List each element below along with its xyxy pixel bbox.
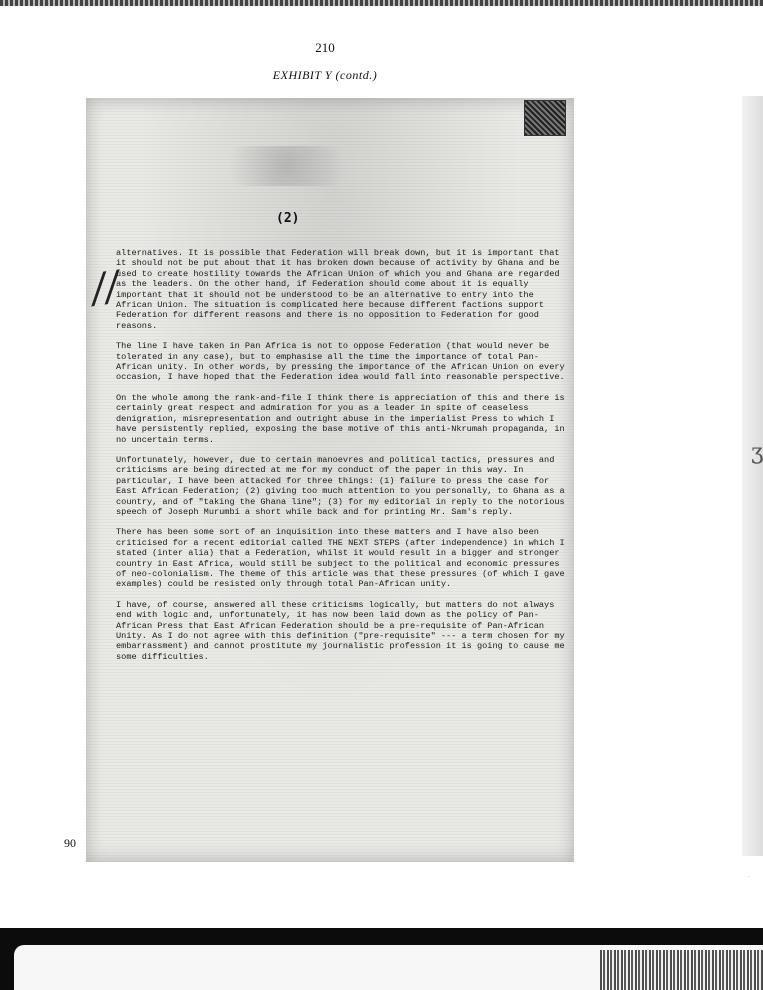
letter-body [116,248,568,672]
adjacent-page-edge [742,96,763,856]
adjacent-page-tag: · [748,874,750,880]
exhibit-title: EXHIBIT Y (contd.) [272,68,378,82]
scan-smudge [206,146,366,186]
letter-paragraph-3: On the whole among the rank-and-file I think there is appreciation of this and there is certainly great respect and admiration for you as a leader in spite of ceaseless denigration, misrepresentation and outright abuse in the imperialist Press to which I have persistently replied, exposing the base motive of this anti-Nkrumah propaganda, in no uncertain terms. [116,392,570,445]
scan-top-edge [0,0,763,6]
letter-page-mark: (2) [276,211,300,226]
stamp-mark [524,100,566,136]
handwritten-margin-mark: // [88,263,122,313]
letter-paragraph-2: The line I have taken in Pan Africa is not to oppose Federation (that would never be tolerated in any case), but to emphasise all the time the importance of total Pan-African unity. In other words, by pressing the importance of the African Union on every occasion, I have hoped that the Federation idea would fall into reasonable perspective. [116,341,570,383]
letter-paragraph-1: alternatives. It is possible that Federation will break down, but it is important that it should not be put about that it has broken down because of activity by Ghana and be used to create hostility towards the African Union of which you and Ghana are regarded as the leaders. On the other hand, if Federation should come about it is equally important that it should not be understood to be an alternative to entry into the African Union. The situation is complicated here because different factions support Federation for different reasons and there is no opposition to Federation for good reasons. [116,248,565,331]
barcode-strip [600,950,763,990]
letter-paragraph-4: Unfortunately, however, due to certain manoevres and political tactics, pressures and criticisms are being directed at me for my conduct of the paper in this way. In particular, I have been attacked for three things: (1) failure to press the case for East African Federation; (2) giving too much attention to you personally, to Ghana as a country, and of "taking the Ghana line"; (3) for my editorial in reply to the notorious speech of Joseph Murumbi a short while back and for printing Mr. Sam's reply. [116,454,570,517]
letter-paragraph-5: There has been some sort of an inquisition into these matters and I have also been criticised for a recent editorial called THE NEXT STEPS (after independence) in which I stated (inter alia) that a Federation, whilst it would result in a bigger and stronger country in East Africa, would still be subject to the political and economic pressures of neo-colonialism. The theme of this article was that these pressures (of which I gave examples) could be resisted only through total Pan-African unity. [116,527,570,590]
letter-paragraph-6: I have, of course, answered all these criticisms logically, but matters do not always end with logic and, unfortunately, it has now been laid down as the policy of Pan-African Press that East African Federation should be a pre-requisite of Pan-African Unity. As I do not agree with this definition ("pre-requisite" --- a term chosen for my embarrassment) and cannot prostitute my journalistic profession it is going to cause me some difficulties. [116,599,570,662]
footer-number: 90 [64,836,76,850]
page-number: 210 [315,40,335,55]
scanned-letter [86,98,574,862]
adjacent-page-fragment: ʒ [751,440,763,465]
